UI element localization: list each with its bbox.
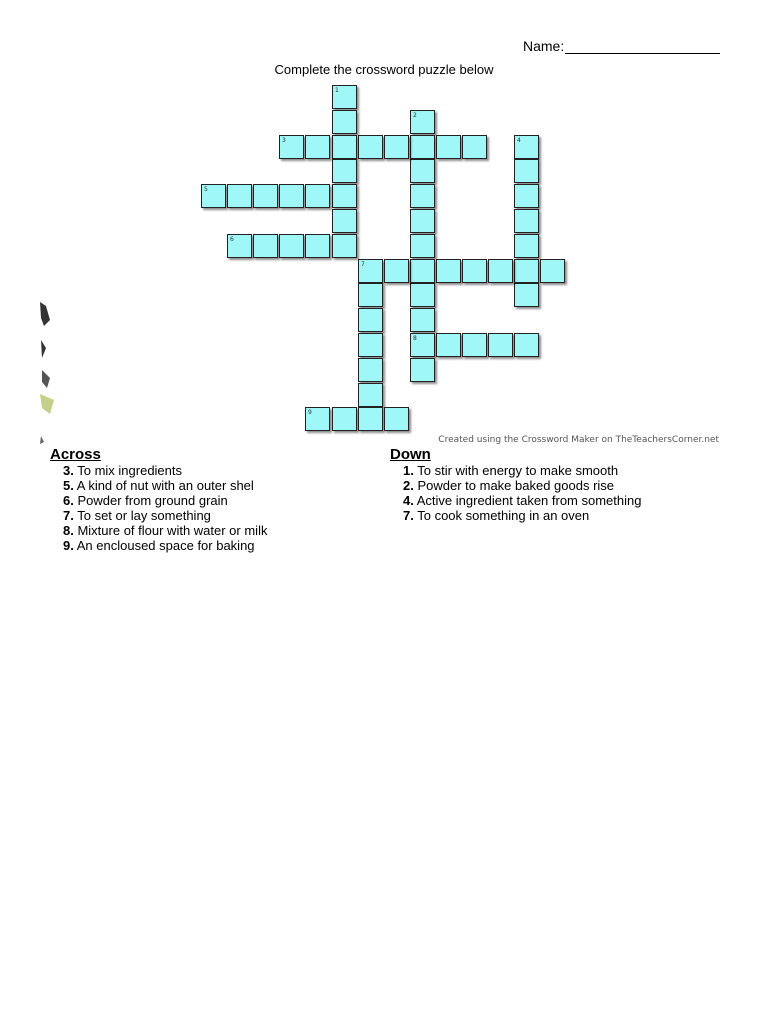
crossword-cell[interactable] (514, 234, 539, 258)
crossword-cell[interactable] (436, 135, 461, 159)
cell-number: 7 (361, 261, 365, 268)
clue-text: Active ingredient taken from something (416, 493, 642, 508)
across-clue (50, 493, 267, 508)
crossword-cell[interactable] (305, 135, 330, 159)
down-clue (390, 508, 641, 523)
crossword-cell[interactable] (488, 259, 513, 283)
down-clue (390, 493, 641, 508)
crossword-cell[interactable] (436, 333, 461, 357)
crossword-cell[interactable] (462, 259, 487, 283)
across-clue (50, 523, 267, 538)
clue-number: 7. (403, 508, 414, 523)
clue-number: 9. (63, 538, 74, 553)
crossword-cell[interactable] (384, 135, 409, 159)
crossword-cell[interactable] (410, 308, 435, 332)
down-heading: Down (390, 446, 431, 463)
across-clues (50, 447, 267, 553)
crossword-cell[interactable] (305, 407, 330, 431)
crossword-cell[interactable] (332, 184, 357, 208)
crossword-cell[interactable] (462, 135, 487, 159)
clue-number: 3. (63, 463, 74, 478)
crossword-cell[interactable] (384, 407, 409, 431)
crossword-cell[interactable] (488, 333, 513, 357)
crossword-cell[interactable] (201, 184, 226, 208)
crossword-cell[interactable] (410, 159, 435, 183)
crossword-cell[interactable] (514, 184, 539, 208)
cell-number: 1 (335, 87, 339, 94)
credit-text: Created using the Crossword Maker on TheTeachersCorner.net (438, 435, 719, 445)
crossword-cell[interactable] (410, 333, 435, 357)
crossword-cell[interactable] (410, 234, 435, 258)
clue-number: 5. (63, 478, 74, 493)
crossword-cell[interactable] (279, 234, 304, 258)
clue-text: Powder to make baked goods rise (417, 478, 615, 493)
crossword-cell[interactable] (358, 308, 383, 332)
cell-number: 6 (230, 236, 234, 243)
crossword-cell[interactable] (410, 283, 435, 307)
crossword-cell[interactable] (436, 259, 461, 283)
cell-number: 5 (204, 186, 208, 193)
cell-number: 8 (413, 335, 417, 342)
clue-number: 1. (403, 463, 414, 478)
crossword-cell[interactable] (462, 333, 487, 357)
clue-number: 2. (403, 478, 414, 493)
crossword-grid (0, 0, 768, 440)
clue-text: To mix ingredients (77, 463, 183, 478)
crossword-cell[interactable] (410, 184, 435, 208)
clue-text: To stir with energy to make smooth (417, 463, 619, 478)
crossword-cell[interactable] (358, 383, 383, 407)
across-clue (50, 508, 267, 523)
across-heading: Across (50, 446, 101, 463)
cell-number: 3 (282, 137, 286, 144)
clue-number: 4. (403, 493, 414, 508)
crossword-cell[interactable] (514, 333, 539, 357)
crossword-cell[interactable] (332, 135, 357, 159)
crossword-cell[interactable] (332, 85, 357, 109)
crossword-cell[interactable] (410, 259, 435, 283)
crossword-cell[interactable] (540, 259, 565, 283)
clue-text: A kind of nut with an outer shel (76, 478, 254, 493)
down-clues (390, 447, 641, 523)
clue-text: Powder from ground grain (77, 493, 228, 508)
crossword-cell[interactable] (358, 407, 383, 431)
clue-text: Mixture of flour with water or milk (77, 523, 268, 538)
crossword-cell[interactable] (514, 209, 539, 233)
name-label: Name: (523, 38, 565, 54)
crossword-cell[interactable] (227, 234, 252, 258)
cell-number: 2 (413, 112, 417, 119)
crossword-cell[interactable] (305, 234, 330, 258)
crossword-cell[interactable] (332, 159, 357, 183)
clue-number: 7. (63, 508, 74, 523)
clue-number: 6. (63, 493, 74, 508)
across-clue (50, 478, 267, 493)
crossword-cell[interactable] (253, 234, 278, 258)
crossword-cell[interactable] (279, 184, 304, 208)
crossword-cell[interactable] (514, 283, 539, 307)
instructions: Complete the crossword puzzle below (274, 62, 494, 77)
crossword-cell[interactable] (410, 358, 435, 382)
down-clue (390, 463, 641, 478)
clue-text: An encloused space for baking (76, 538, 255, 553)
crossword-cell[interactable] (253, 184, 278, 208)
cell-number: 4 (517, 137, 521, 144)
crossword-cell[interactable] (410, 110, 435, 134)
crossword-cell[interactable] (410, 135, 435, 159)
crossword-cell[interactable] (358, 358, 383, 382)
clue-text: To set or lay something (77, 508, 211, 523)
decorative-image-fragment (38, 296, 58, 446)
crossword-cell[interactable] (514, 135, 539, 159)
across-clue (50, 538, 267, 553)
cell-number: 9 (308, 409, 312, 416)
clue-number: 8. (63, 523, 74, 538)
crossword-cell[interactable] (332, 234, 357, 258)
crossword-cell[interactable] (332, 407, 357, 431)
crossword-cell[interactable] (358, 283, 383, 307)
across-clue (50, 463, 267, 478)
crossword-cell[interactable] (332, 209, 357, 233)
crossword-cell[interactable] (227, 184, 252, 208)
crossword-cell[interactable] (410, 209, 435, 233)
crossword-cell[interactable] (358, 333, 383, 357)
crossword-cell[interactable] (514, 159, 539, 183)
crossword-cell[interactable] (305, 184, 330, 208)
crossword-cell[interactable] (384, 259, 409, 283)
crossword-cell[interactable] (358, 259, 383, 283)
crossword-cell[interactable] (358, 135, 383, 159)
down-clue (390, 478, 641, 493)
crossword-cell[interactable] (279, 135, 304, 159)
clue-text: To cook something in an oven (417, 508, 590, 523)
crossword-cell[interactable] (332, 110, 357, 134)
crossword-cell[interactable] (514, 259, 539, 283)
